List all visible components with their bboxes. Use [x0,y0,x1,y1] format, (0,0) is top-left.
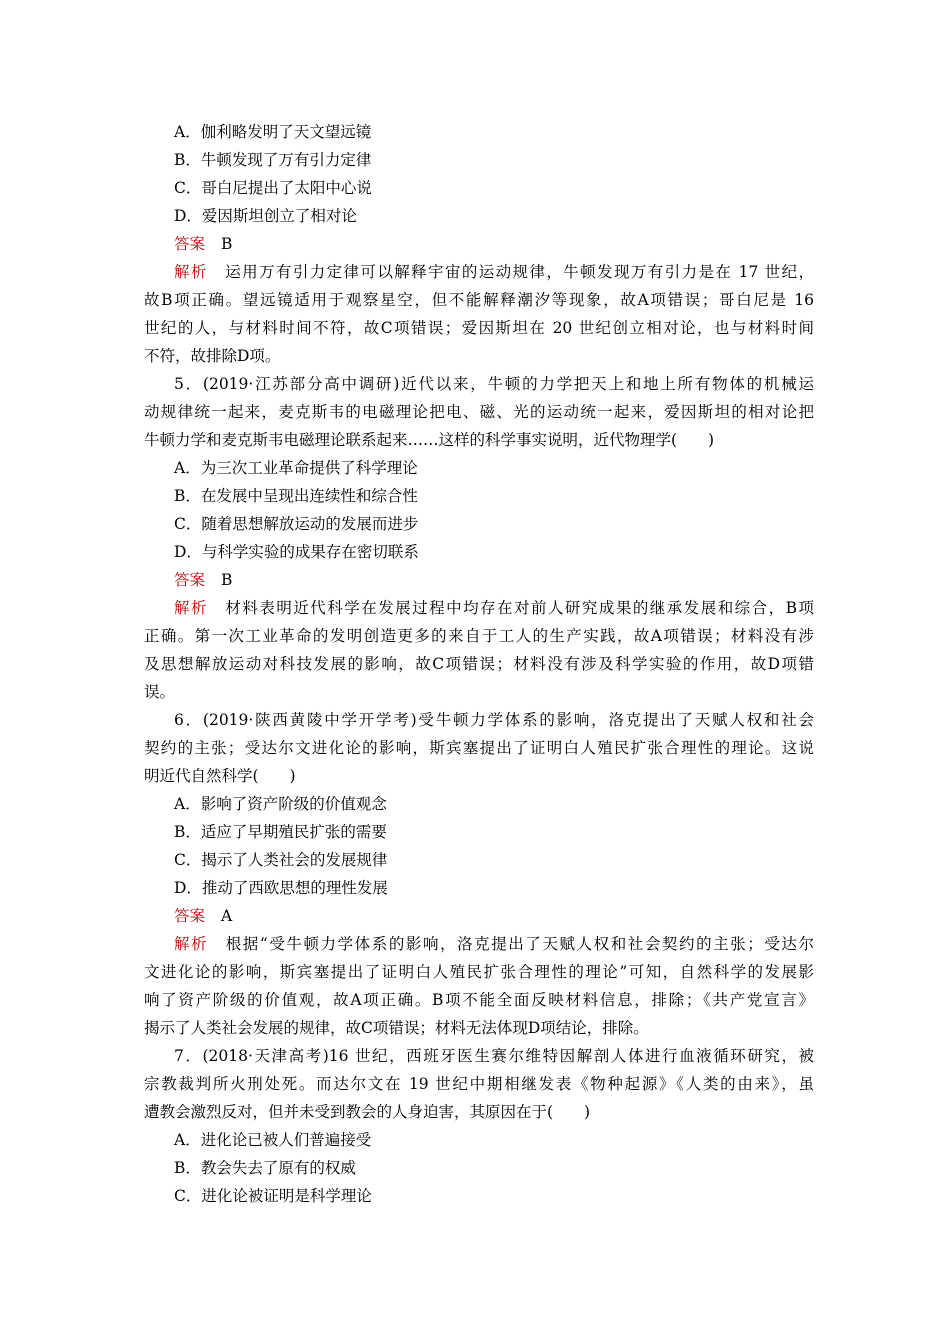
q5-option-d: D．与科学实验的成果存在密切联系 [174,543,419,561]
q4-analysis-line-3: 世纪的人，与材料时间不符，故C项错误；爱因斯坦在 20 世纪创立相对论，也与材料时间 [144,319,814,337]
answer-value: B [221,571,233,589]
answer-value: B [221,235,233,253]
q4-analysis-line-4: 不符，故排除D项。 [144,347,281,365]
q5-stem-line-3: 牛顿力学和麦克斯韦电磁理论联系起来……这样的科学事实说明，近代物理学( ) [144,431,715,449]
q6-option-c: C．揭示了人类社会的发展规律 [174,851,388,869]
q5-analysis-line-1: 解析 材料表明近代科学在发展过程中均存在对前人研究成果的继承发展和综合，B项 [174,599,814,617]
analysis-label: 解析 [174,935,209,953]
q7-stem-line-2: 宗教裁判所火刑处死。而达尔文在 19 世纪中期相继发表《物种起源》《人类的由来》，虽 [144,1075,814,1093]
q6-stem-line-1: 6．(2019·陕西黄陵中学开学考)受牛顿力学体系的影响，洛克提出了天赋人权和社会 [174,711,814,729]
q7-stem-line-3: 遭教会激烈反对，但并未受到教会的人身迫害，其原因在于( ) [144,1103,591,1121]
q4-option-c: C．哥白尼提出了太阳中心说 [174,179,372,197]
analysis-label: 解析 [174,599,208,617]
q6-option-b: B．适应了早期殖民扩张的需要 [174,823,387,841]
q7-option-c: C．进化论被证明是科学理论 [174,1187,372,1205]
q5-answer [174,566,814,594]
answer-label: 答案 [174,571,206,589]
q6-analysis-line-3: 响了资产阶级的价值观，故A项正确。B项不能全面反映材料信息，排除；《共产党宣言》 [144,991,814,1009]
q5-option-b: B．在发展中呈现出连续性和综合性 [174,487,418,505]
q4-option-a: A．伽利略发明了天文望远镜 [174,123,372,141]
q6-answer [174,902,814,930]
q4-option-b: B．牛顿发现了万有引力定律 [174,151,372,169]
q5-stem-line-2: 动规律统一起来，麦克斯韦的电磁理论把电、磁、光的运动统一起来，爱因斯坦的相对论把 [144,403,814,421]
q7-option-a: A．进化论已被人们普遍接受 [174,1131,372,1149]
q6-stem-line-3: 明近代自然科学( ) [144,767,296,785]
q6-analysis-line-2: 文进化论的影响，斯宾塞提出了证明白人殖民扩张合理性的理论”可知，自然科学的发展影 [144,963,814,981]
q7-option-b: B．教会失去了原有的权威 [174,1159,356,1177]
q6-analysis-line-4: 揭示了人类社会发展的规律，故C项错误；材料无法体现D项结论，排除。 [144,1019,649,1037]
q6-analysis-line-1: 解析 根据“受牛顿力学体系的影响，洛克提出了天赋人权和社会契约的主张；受达尔 [174,935,814,953]
answer-label: 答案 [174,235,206,253]
q5-option-a: A．为三次工业革命提供了科学理论 [174,459,418,477]
q4-analysis-line-2: 故B项正确。望远镜适用于观察星空，但不能解释潮汐等现象，故A项错误；哥白尼是 16 [144,291,814,309]
q7-stem-line-1: 7．(2018·天津高考)16 世纪，西班牙医生赛尔维特因解剖人体进行血液循环研究，被 [174,1047,814,1065]
q5-stem-line-1: 5．(2019·江苏部分高中调研)近代以来，牛顿的力学把天上和地上所有物体的机械运 [174,375,814,393]
q6-option-d: D．推动了西欧思想的理性发展 [174,879,388,897]
q6-stem-line-2: 契约的主张；受达尔文进化论的影响，斯宾塞提出了证明白人殖民扩张合理性的理论。这说 [144,739,814,757]
q4-answer [174,230,814,258]
q6-option-a: A．影响了资产阶级的价值观念 [174,795,387,813]
answer-label: 答案 [174,907,206,925]
q5-option-c: C．随着思想解放运动的发展而进步 [174,515,419,533]
analysis-label: 解析 [174,263,208,281]
q5-analysis-line-2: 正确。第一次工业革命的发明创造更多的来自于工人的生产实践，故A项错误；材料没有涉 [144,627,814,645]
q4-option-d: D．爱因斯坦创立了相对论 [174,207,357,225]
q5-analysis-line-4: 误。 [144,683,176,701]
q4-analysis-line-1: 解析 运用万有引力定律可以解释宇宙的运动规律，牛顿发现万有引力是在 17 世纪， [174,263,814,281]
answer-value: A [221,907,233,925]
q5-analysis-line-3: 及思想解放运动对科技发展的影响，故C项错误；材料没有涉及科学实验的作用，故D项错 [144,655,814,673]
